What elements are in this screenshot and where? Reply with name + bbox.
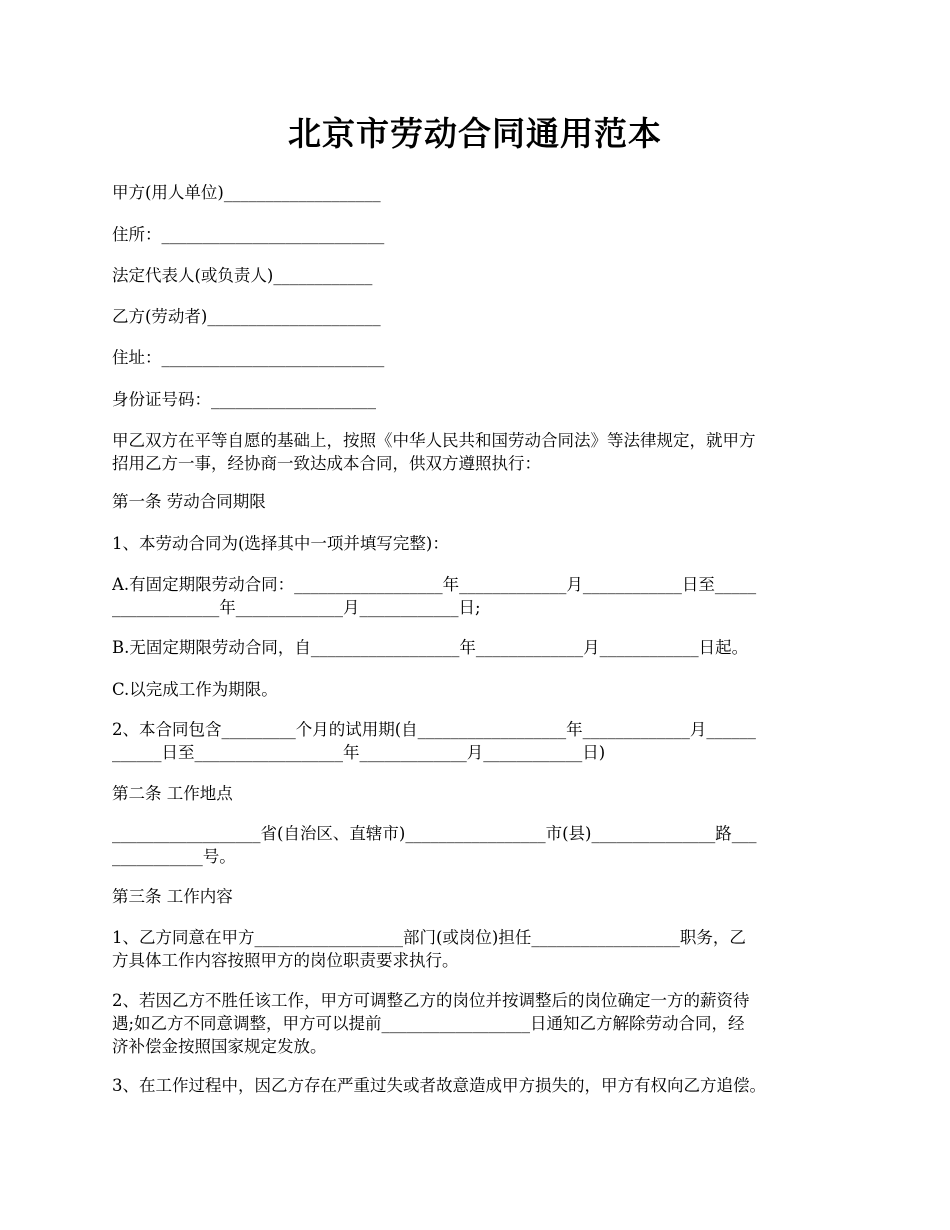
work-location-line-1: __________________省(自治区、直辖市)_________________市(县)_______________路___ [112,824,757,843]
document-title: 北京市劳动合同通用范本 [288,114,662,153]
party-a-address-line: 住所：___________________________ [112,225,385,244]
id-number-line: 身份证号码：____________________ [112,390,376,409]
probation-line-1: 2、本合同包含_________个月的试用期(自__________________年_____________月______ [112,720,756,739]
probation-line-2: ______日至__________________年_____________月____________日) [112,743,606,762]
article-2-heading: 第二条 工作地点 [112,784,233,803]
preamble-line-2: 招用乙方一事，经协商一致达成本合同，供双方遵照执行： [112,454,541,473]
option-b-line: B.无固定期限劳动合同，自__________________年_____________月____________日起。 [112,638,749,657]
article-3-item-2-line-1: 2、若因乙方不胜任该工作，甲方可调整乙方的岗位并按调整后的岗位确定一方的薪资待 [112,991,750,1010]
option-a-line-2: _____________年_____________月____________日; [112,598,481,617]
article-3-item-2-line-3: 济补偿金按照国家规定发放。 [112,1037,327,1056]
party-a-line: 甲方(用人单位)___________________ [112,183,381,202]
article-1-item-1: 1、本劳动合同为(选择其中一项并填写完整)： [112,534,449,553]
article-1-heading: 第一条 劳动合同期限 [112,492,266,511]
work-location-line-2: ___________号。 [112,847,236,866]
article-3-item-2-line-2: 遇;如乙方不同意调整，甲方可以提前__________________日通知乙方解除劳动合同，经 [112,1014,745,1033]
preamble-line-1: 甲乙双方在平等自愿的基础上，按照《中华人民共和国劳动合同法》等法律规定，就甲方 [112,431,756,450]
article-3-heading: 第三条 工作内容 [112,887,233,906]
party-b-address-line: 住址：___________________________ [112,348,385,367]
option-c-line: C.以完成工作为期限。 [112,680,278,699]
option-a-line-1: A.有固定期限劳动合同：__________________年_____________月____________日至_____ [112,575,757,594]
party-b-line: 乙方(劳动者)_____________________ [112,307,381,326]
article-3-item-1-line-1: 1、乙方同意在甲方__________________部门(或岗位)担任__________________职务，乙 [112,928,746,947]
article-3-item-3: 3、在工作过程中，因乙方存在严重过失或者故意造成甲方损失的，甲方有权向乙方追偿。 [112,1076,766,1095]
article-3-item-1-line-2: 方具体工作内容按照甲方的岗位职责要求执行。 [112,951,459,970]
legal-representative-line: 法定代表人(或负责人)____________ [112,266,373,285]
